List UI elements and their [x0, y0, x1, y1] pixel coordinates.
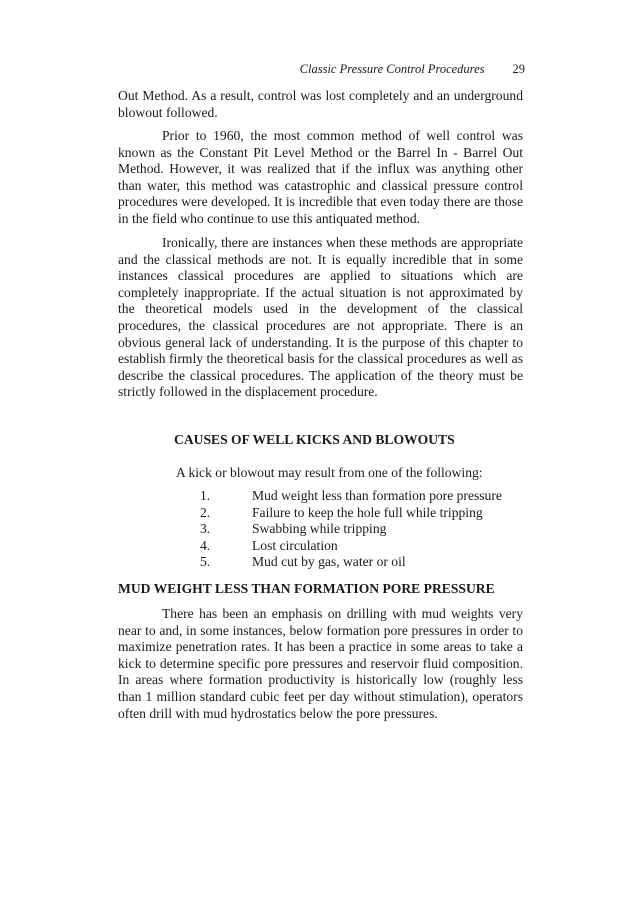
paragraph-mud-weight: There has been an emphasis on drilling with mud weights very near to and, in some instances, below formation pore pressures in order to maximize penetration rates. It has been a practice in some areas to take a kick to determine specific pore pressures and reservoir fluid composition. In areas where formation productivity is historically low (roughly less than 1 million standard cubic feet per day without stimulation), operators often drill with mud hydrostatics below the pore pressures.: [118, 606, 523, 721]
list-item-number: 4.: [200, 537, 211, 553]
list-item: [200, 488, 520, 505]
list-item: [200, 554, 520, 571]
paragraph-ironically: Ironically, there are instances when these methods are appropriate and the classical methods are not. It is equally incredible that in some instances classical procedures are applied to situations which are completely inappropriate. If the actual situation is not approximated by the theoretical models used in the development of the classical procedures, the classical procedures are not appropriate. There is an obvious general lack of understanding. It is the purpose of this chapter to establish firmly the theoretical basis for the classical procedures as well as describe the classical procedures. The application of the theory must be strictly followed in the displacement procedure.: [118, 235, 523, 400]
list-item-text: Failure to keep the hole full while tripping: [252, 504, 483, 520]
page-number: 29: [512, 62, 525, 76]
paragraph-prior-to-1960: Prior to 1960, the most common method of well control was known as the Constant Pit Level Method or the Barrel In - Barrel Out Method. However, it was realized that if the influx was anything other than water, this method was catastrophic and classical pressure control procedures were developed. It is incredible that even today there are those in the field who continue to use this antiquated method.: [118, 128, 523, 226]
list-item: [200, 521, 520, 538]
paragraph-continued: Out Method. As a result, control was lost completely and an underground blowout followed.: [118, 88, 523, 120]
list-item: [200, 505, 520, 522]
list-item-text: Mud weight less than formation pore pressure: [252, 488, 502, 503]
list-item-number: 3.: [200, 521, 211, 537]
list-item: [200, 538, 520, 555]
list-item-text: Mud cut by gas, water or oil: [252, 554, 406, 570]
list-item-text: Lost circulation: [252, 537, 338, 553]
running-head: [115, 62, 525, 77]
list-item-number: 5.: [200, 554, 211, 570]
list-item-number: 2.: [200, 504, 211, 520]
running-title: Classic Pressure Control Procedures: [299, 62, 485, 76]
section-heading-mud-weight: MUD WEIGHT LESS THAN FORMATION PORE PRESSURE: [118, 581, 495, 596]
list-item-number: 1.: [200, 488, 211, 503]
section-heading-causes: CAUSES OF WELL KICKS AND BLOWOUTS: [174, 432, 455, 447]
list-item-text: Swabbing while tripping: [252, 521, 387, 537]
causes-list: [200, 488, 520, 571]
causes-intro: A kick or blowout may result from one of the following:: [176, 465, 483, 480]
